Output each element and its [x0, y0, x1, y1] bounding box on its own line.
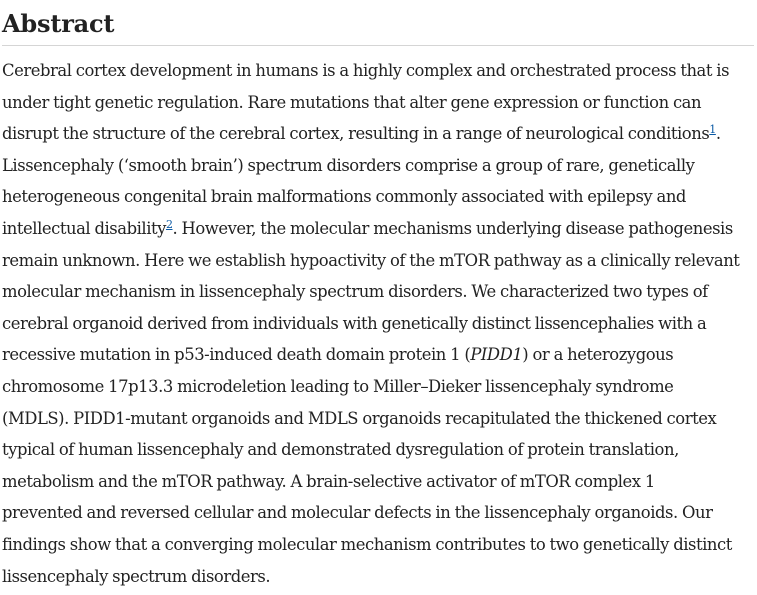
abstract-text: findings show that a converging molecular mechanism contributes to two genetically distinct: [2, 534, 732, 554]
abstract-text: prevented and reversed cellular and molecular defects in the lissencephaly organoids. Our: [2, 503, 713, 523]
abstract-line-14: [2, 466, 754, 498]
abstract-line-2: [2, 87, 754, 119]
abstract-line-16: [2, 529, 754, 561]
abstract-paragraph: [2, 55, 754, 592]
abstract-text: Lissencephaly (‘smooth brain’) spectrum disorders comprise a group of rare, genetically: [2, 155, 695, 175]
abstract-text: . However, the molecular mechanisms underlying disease pathogenesis: [172, 218, 733, 238]
abstract-text: under tight genetic regulation. Rare mutations that alter gene expression or function can: [2, 92, 702, 112]
abstract-text: typical of human lissencephaly and demonstrated dysregulation of protein translation,: [2, 440, 679, 460]
abstract-line-3: [2, 118, 754, 150]
abstract-text: Cerebral cortex development in humans is a highly complex and orchestrated process that is: [2, 61, 730, 80]
abstract-text: .: [715, 124, 721, 144]
abstract-line-17: [2, 561, 754, 593]
abstract-text: lissencephaly spectrum disorders.: [2, 566, 271, 586]
abstract-line-8: [2, 276, 754, 308]
section-heading: Abstract: [2, 9, 754, 46]
abstract-text: ) or a heterozygous: [522, 345, 674, 365]
abstract-line-10: [2, 339, 754, 371]
abstract-line-7: [2, 245, 754, 277]
abstract-text: intellectual disability: [2, 218, 166, 238]
abstract-text: recessive mutation in p53-induced death domain protein 1 (: [2, 345, 471, 365]
abstract-line-9: [2, 308, 754, 340]
abstract-line-5: [2, 181, 754, 213]
citation-link-1[interactable]: 1: [709, 123, 716, 137]
abstract-text: chromosome 17p13.3 microdeletion leading to Miller–Dieker lissencephaly syndrome: [2, 376, 674, 396]
abstract-line-6: [2, 213, 754, 245]
abstract-line-12: [2, 403, 754, 435]
abstract-line-11: [2, 371, 754, 403]
abstract-line-13: [2, 434, 754, 466]
abstract-text: molecular mechanism in lissencephaly spectrum disorders. We characterized two types of: [2, 282, 708, 302]
abstract-line-4: [2, 150, 754, 182]
abstract-line-15: [2, 497, 754, 529]
abstract-section: [2, 0, 754, 592]
citation-link-2[interactable]: 2: [165, 217, 173, 231]
abstract-text: heterogeneous congenital brain malformations commonly associated with epilepsy and: [2, 187, 686, 207]
abstract-text: metabolism and the mTOR pathway. A brain-selective activator of mTOR complex 1: [2, 471, 655, 491]
abstract-text: remain unknown. Here we establish hypoactivity of the mTOR pathway as a clinically relevant: [2, 250, 740, 270]
abstract-body: [2, 55, 754, 592]
abstract-text: (MDLS). PIDD1-mutant organoids and MDLS organoids recapitulated the thickened cortex: [2, 408, 717, 428]
abstract-text: disrupt the structure of the cerebral cortex, resulting in a range of neurological conditions: [2, 124, 710, 144]
abstract-text: cerebral organoid derived from individuals with genetically distinct lissencephalies with a: [2, 313, 707, 333]
gene-name: PIDD1: [470, 345, 523, 365]
abstract-line-1: [2, 55, 754, 87]
